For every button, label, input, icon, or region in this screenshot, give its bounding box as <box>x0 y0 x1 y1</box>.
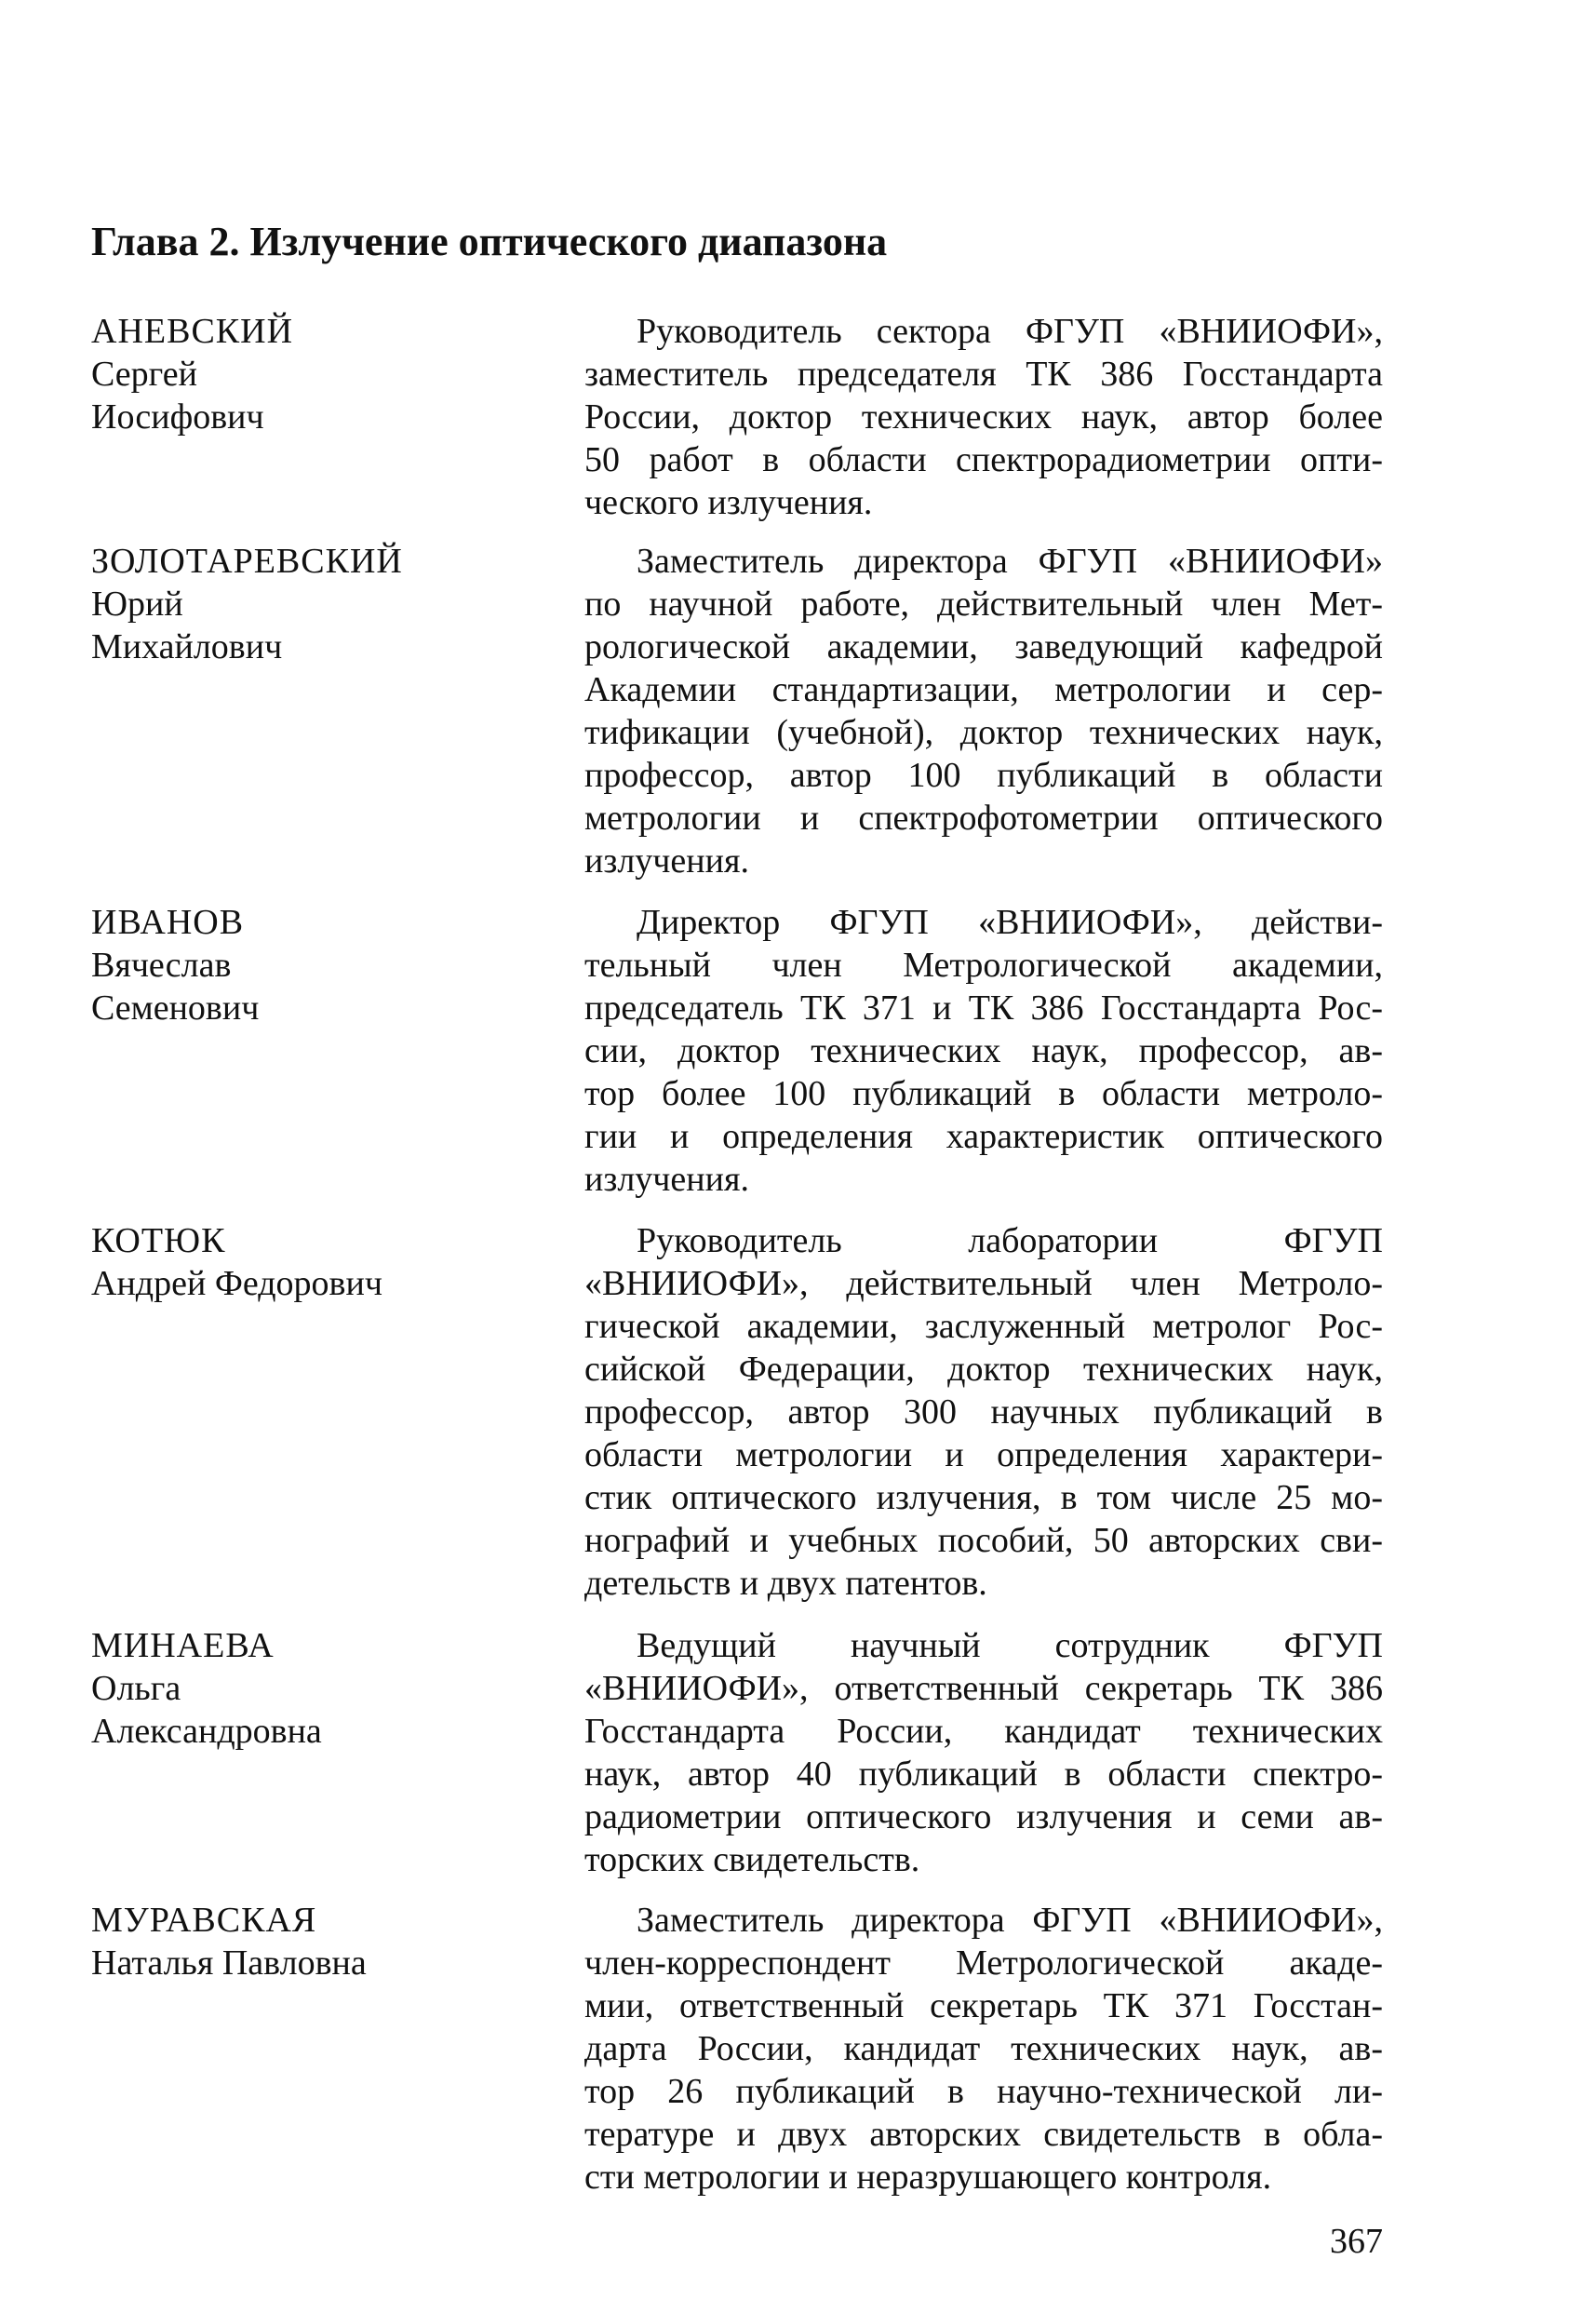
author-surname: АНЕВСКИЙ <box>91 312 294 351</box>
bio-line: дарта России, кандидат технических наук, ав- <box>584 2029 1383 2068</box>
bio-line: гической академии, заслуженный метролог Рос- <box>584 1307 1383 1346</box>
bio-line: наук, автор 40 публикаций в области спектро- <box>584 1755 1383 1794</box>
bio-line: Директор ФГУП «ВНИИОФИ», действи- <box>637 903 1383 942</box>
bio-line: тельный член Метрологической академии, <box>584 946 1383 985</box>
bio-line: председатель ТК 371 и ТК 386 Госстандарта Рос- <box>584 988 1383 1028</box>
author-patronymic: Семенович <box>91 988 260 1028</box>
author-bio <box>584 1899 1383 2199</box>
bio-line: Академии стандартизации, метрологии и сер- <box>584 670 1383 709</box>
author-bio <box>584 901 1383 1201</box>
author-first-name: Сергей <box>91 355 197 394</box>
author-first-name: Ольга <box>91 1669 181 1708</box>
bio-line: Госстандарта России, кандидат технических <box>584 1712 1383 1751</box>
author-first-name: Вячеслав <box>91 946 232 985</box>
bio-line: области метрологии и определения характери- <box>584 1435 1383 1474</box>
author-bio <box>584 1624 1383 1881</box>
author-surname: МУРАВСКАЯ <box>91 1901 317 1940</box>
bio-line: мии, ответственный секретарь ТК 371 Госстан- <box>584 1986 1383 2025</box>
bio-line: Заместитель директора ФГУП «ВНИИОФИ», <box>637 1901 1383 1940</box>
bio-line: России, доктор технических наук, автор более <box>584 397 1383 437</box>
author-name <box>91 310 519 438</box>
bio-line: тор более 100 публикаций в области метроло- <box>584 1074 1383 1113</box>
bio-line: метрологии и спектрофотометрии оптического <box>584 799 1383 838</box>
bio-line: профессор, автор 100 публикаций в области <box>584 756 1383 795</box>
bio-line: «ВНИИОФИ», действительный член Метроло- <box>584 1264 1383 1303</box>
author-surname: КОТЮК <box>91 1221 226 1260</box>
author-name <box>91 540 519 668</box>
author-bio <box>584 540 1383 882</box>
author-patronymic: Иосифович <box>91 397 264 437</box>
bio-line: Руководитель сектора ФГУП «ВНИИОФИ», <box>637 312 1383 351</box>
bio-line: детельств и двух патентов. <box>584 1564 987 1603</box>
bio-line: излучения. <box>584 841 749 881</box>
author-name <box>91 1624 519 1753</box>
bio-line: «ВНИИОФИ», ответственный секретарь ТК 386 <box>584 1669 1383 1708</box>
author-patronymic: Михайлович <box>91 627 283 666</box>
bio-line: ческого излучения. <box>584 483 873 522</box>
bio-line: рологической академии, заведующий кафедрой <box>584 627 1383 666</box>
author-name <box>91 1219 519 1305</box>
author-given-names: Андрей Федорович <box>91 1264 382 1303</box>
bio-line: радиометрии оптического излучения и семи ав- <box>584 1797 1383 1836</box>
author-name <box>91 901 519 1029</box>
bio-line: Руководитель лаборатории ФГУП <box>637 1221 1383 1260</box>
author-patronymic: Александровна <box>91 1712 322 1751</box>
bio-line: сийской Федерации, доктор технических наук, <box>584 1350 1383 1389</box>
bio-line: Заместитель директора ФГУП «ВНИИОФИ» <box>637 542 1383 581</box>
bio-line: член-корреспондент Метрологической акаде- <box>584 1943 1383 1983</box>
bio-line: тературе и двух авторских свидетельств в обла- <box>584 2115 1383 2154</box>
page-number: 367 <box>1330 2222 1383 2261</box>
bio-line: 50 работ в области спектрорадиометрии опти- <box>584 440 1383 479</box>
author-bio <box>584 310 1383 524</box>
bio-line: сии, доктор технических наук, профессор, ав- <box>584 1031 1383 1070</box>
author-first-name: Юрий <box>91 585 183 624</box>
author-surname: ЗОЛОТАРЕВСКИЙ <box>91 542 403 581</box>
bio-line: торских свидетельств. <box>584 1840 920 1879</box>
bio-line: заместитель председателя ТК 386 Госстандарта <box>584 355 1383 394</box>
bio-line: тор 26 публикаций в научно-технической ли- <box>584 2072 1383 2111</box>
author-name <box>91 1899 519 1984</box>
author-surname: ИВАНОВ <box>91 903 245 942</box>
bio-line: сти метрологии и неразрушающего контроля. <box>584 2158 1272 2197</box>
bio-line: излучения. <box>584 1160 749 1199</box>
bio-line: гии и определения характеристик оптического <box>584 1117 1383 1156</box>
author-bio <box>584 1219 1383 1605</box>
bio-line: нографий и учебных пособий, 50 авторских сви- <box>584 1521 1383 1560</box>
author-surname: МИНАЕВА <box>91 1626 275 1665</box>
chapter-title: Глава 2. Излучение оптического диапазона <box>91 219 888 264</box>
bio-line: Ведущий научный сотрудник ФГУП <box>637 1626 1383 1665</box>
bio-line: по научной работе, действительный член Мет- <box>584 585 1383 624</box>
author-given-names: Наталья Павловна <box>91 1943 367 1983</box>
bio-line: тификации (учебной), доктор технических наук, <box>584 713 1383 752</box>
bio-line: профессор, автор 300 научных публикаций в <box>584 1392 1383 1432</box>
bio-line: стик оптического излучения, в том числе 25 мо- <box>584 1478 1383 1517</box>
